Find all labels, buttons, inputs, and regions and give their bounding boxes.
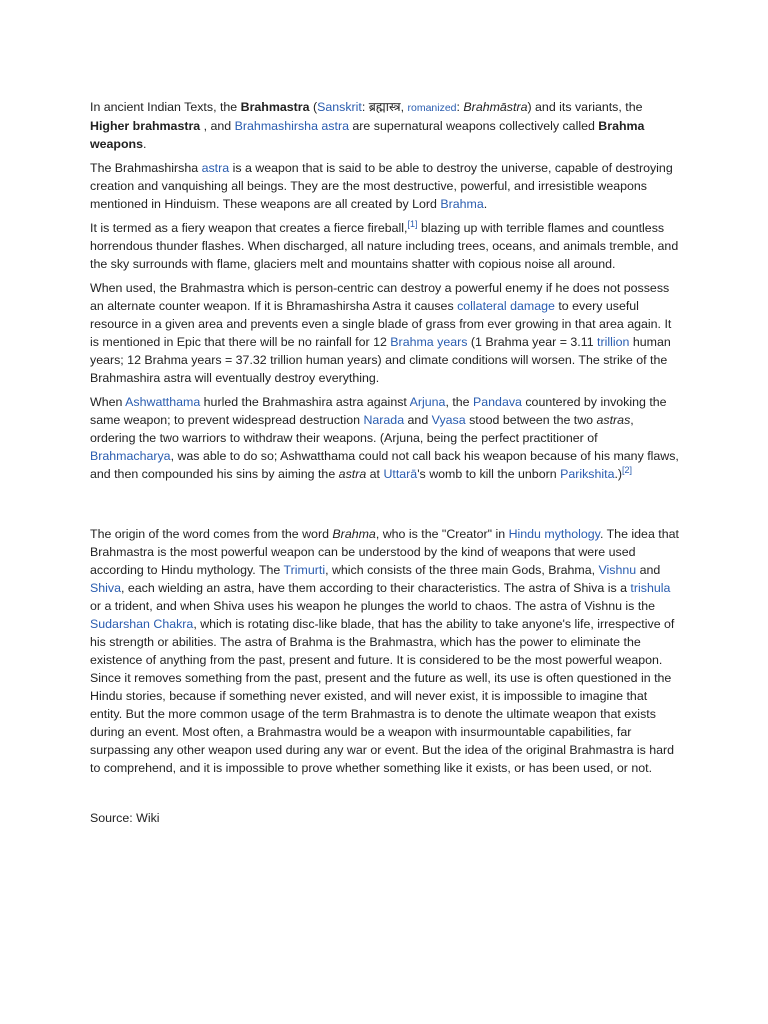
paragraph-when-used [90, 279, 680, 387]
source-line: Source: Wiki [90, 811, 160, 825]
link-hindu-mythology[interactable]: Hindu mythology [508, 527, 600, 541]
text: at [366, 467, 384, 481]
text: and [636, 563, 661, 577]
bold-brahmastra: Brahmastra [240, 100, 310, 114]
text: The Brahmashirsha [90, 161, 202, 175]
link-brahma[interactable]: Brahma [440, 197, 484, 211]
text: , which is rotating disc-like blade, that has the ability to take anyone's life, irrespective of his strength or abilities. The astra of Brahma is the Brahmastra, which has the power to eliminate the existence of anything from the past, present and future. It is considered to be the most powerful weapon. Since it removes something from the past, present and the future as well, its use is often questioned in the Hindu stories, because if something never existed, and will never exist, it is impossible to imagine that entity. But the more common usage of the term Brahmastra is to denote the ultimate weapon that exists during an event. Most often, a Brahmastra would be a weapon with insurmountable capabilities, far surpassing any other weapon used during any war or event. But the idea of the original Brahmastra is hard to comprehend, and it is impossible to prove whether something like it exists, or has been used, or not. [90, 617, 675, 775]
text: , ordering the two warriors to withdraw their weapons. (Arjuna, being the perfect practitioner of [90, 413, 634, 445]
text: , and [200, 119, 235, 133]
text: The origin of the word comes from the word [90, 527, 333, 541]
link-uttara[interactable]: Uttarā [383, 467, 418, 481]
link-trillion[interactable]: trillion [597, 335, 630, 349]
text: . [483, 197, 488, 211]
text: and [404, 413, 432, 427]
link-brahmashirsha-astra[interactable]: Brahmashirsha astra [234, 119, 349, 133]
italic-astras: astras [596, 413, 631, 427]
bold-brahma-weapons: Brahma weapons [90, 119, 645, 151]
text: , [400, 100, 408, 114]
link-brahma-years[interactable]: Brahma years [390, 335, 468, 349]
text: to every useful resource in a given area and prevents even a single blade of grass from ever growing in that area again. It is mentioned in Epic that there will be no rainfall for 12 [90, 299, 672, 349]
italic-brahmastra: Brahmāstra [463, 100, 528, 114]
link-narada[interactable]: Narada [363, 413, 405, 427]
italic-brahma: Brahma [332, 527, 376, 541]
italic-astra: astra [338, 467, 367, 481]
text: hurled the Brahmashira astra against [200, 395, 410, 409]
text: ( [309, 100, 318, 114]
text: ) and its variants, the [527, 100, 643, 114]
text: When [90, 395, 126, 409]
text: are supernatural weapons collectively called [348, 119, 599, 133]
text: , who is the "Creator" in [375, 527, 509, 541]
text: When used, the Brahmastra which is person-centric can destroy a powerful enemy if he does not possess an alternate counter weapon. If it is Bhramashirsha Astra it causes [90, 281, 670, 313]
link-parikshita[interactable]: Parikshita [560, 467, 615, 481]
link-pandava[interactable]: Pandava [473, 395, 522, 409]
text: In ancient Indian Texts, the [90, 100, 241, 114]
text: .) [614, 467, 623, 481]
paragraph-origin [90, 525, 680, 777]
text: 's womb to kill the unborn [417, 467, 561, 481]
link-romanized[interactable]: romanized [407, 102, 457, 114]
text: or a trident, and when Shiva uses his weapon he plunges the world to chaos. The astra of Vishnu is the [90, 599, 656, 613]
text: It is termed as a fiery weapon that creates a fierce fireball, [90, 221, 408, 235]
text: stood between the two [465, 413, 597, 427]
text: , the [445, 395, 473, 409]
text: blazing up with terrible flames and countless horrendous thunder flashes. When discharged, all nature including trees, oceans, and animals tremble, and the sky surrounds with flame, glaciers melt and mountains shatter with copious noise all around. [90, 221, 679, 271]
text: : [456, 100, 464, 114]
link-shiva[interactable]: Shiva [90, 581, 121, 595]
link-ashwatthama[interactable]: Ashwatthama [125, 395, 201, 409]
link-trimurti[interactable]: Trimurti [283, 563, 326, 577]
link-brahmacharya[interactable]: Brahmacharya [90, 449, 171, 463]
link-sudarshan-chakra[interactable]: Sudarshan Chakra [90, 617, 194, 631]
text: . [143, 137, 147, 151]
devanagari-text: ब्रह्मास्त्र [368, 100, 401, 114]
text: human years; 12 Brahma years = 37.32 trillion human years) and climate conditions will worsen. The strike of the Brahmashira astra will eventually destroy everything. [90, 335, 671, 385]
text: (1 Brahma year = 3.11 [467, 335, 598, 349]
link-vishnu[interactable]: Vishnu [598, 563, 637, 577]
document-body [90, 98, 680, 827]
paragraph-astra [90, 159, 680, 213]
text: , each wielding an astra, have them according to their characteristics. The astra of Shiva is a [121, 581, 631, 595]
reference-1[interactable]: [1] [407, 218, 418, 229]
link-vyasa[interactable]: Vyasa [431, 413, 466, 427]
text: , was able to do so; Ashwatthama could not call back his weapon because of his many flaws, and then compounded his sins by aiming the [90, 449, 679, 481]
text: countered by invoking the same weapon; to prevent widespread destruction [90, 395, 667, 427]
text: . The idea that Brahmastra is the most powerful weapon can be understood by the kind of weapons that were used according to Hindu mythology. The [90, 527, 679, 577]
paragraph-ashwatthama [90, 393, 680, 483]
link-astra[interactable]: astra [201, 161, 230, 175]
paragraph-fiery-weapon [90, 219, 680, 273]
bold-higher-brahmastra: Higher brahmastra [90, 119, 201, 133]
link-collateral-damage[interactable]: collateral damage [457, 299, 555, 313]
link-sanskrit[interactable]: Sanskrit [317, 100, 362, 114]
text: is a weapon that is said to be able to destroy the universe, capable of destroying creation and vanquishing all beings. They are the most destructive, powerful, and irresistible weapons mentioned in Hinduism. These weapons are all created by Lord [90, 161, 673, 211]
text: : [361, 100, 369, 114]
link-arjuna[interactable]: Arjuna [409, 395, 446, 409]
reference-2[interactable]: [2] [622, 464, 633, 475]
link-trishula[interactable]: trishula [630, 581, 671, 595]
paragraph-intro [90, 98, 680, 153]
text: , which consists of the three main Gods, Brahma, [325, 563, 599, 577]
